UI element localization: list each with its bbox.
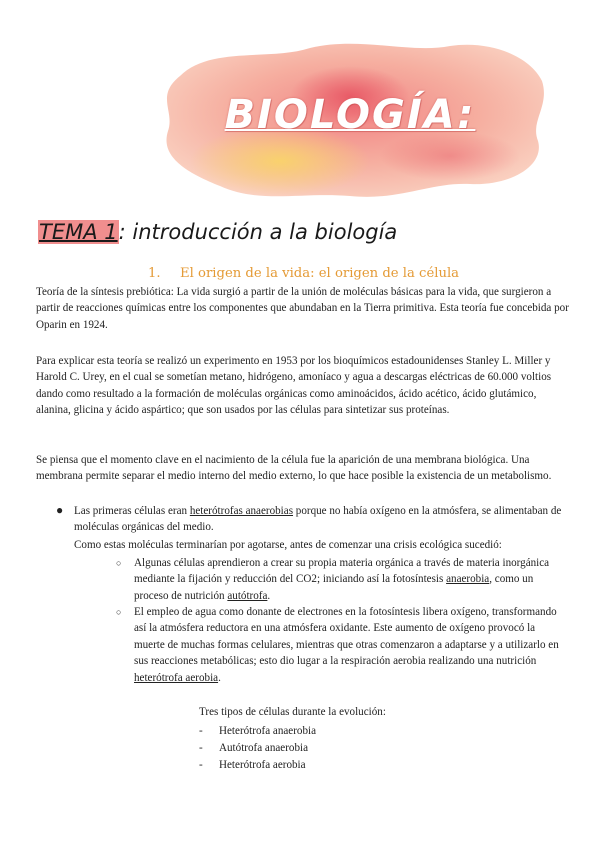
paragraph-prebiotic-theory: Teoría de la síntesis prebiótica: La vida surgió a partir de la unión de moléculas básicas para la vida, que surgieron a partir de reacciones químicas entre los componentes que abundaban en la Tierra primitiva. Esta teoría fue concebida por Oparin en 1924. <box>36 286 569 331</box>
sub-bullet-text: El empleo de agua como donante de electrones en la fotosíntesis libera oxígeno, transformando así la atmósfera reductora en una atmósfera oxidante. Este aumento de oxígeno provocó la muerte de muchas formas celulares, mientras que otras comenzaron a adaptarse y a utilizarlo en sus reacciones metabólicas; esto dio lugar a la respiración aerobia realizando una nutrición heterótrofa aerobia. <box>134 606 559 684</box>
section-title-text: El origen de la vida: el origen de la célula <box>180 266 460 281</box>
bullet-text: Las primeras células eran heterótrofas anaerobias porque no había oxígeno en la atmósfera, se alimentaban de moléculas orgánicas del medio. <box>74 505 562 534</box>
section-number: 1. <box>148 266 161 281</box>
section-title <box>148 266 459 281</box>
sub-bullet-text: Algunas células aprendieron a crear su propia materia orgánica a través de materia inorgánica mediante la fijación y reducción del CO2; iniciando así la fotosíntesis anaerobia, como un proceso de nutrición autótrofa. <box>134 557 550 602</box>
list-item: - Heterótrofa anaerobia <box>199 725 317 737</box>
underlined-term: anaerobia <box>446 573 490 586</box>
cell-types-list <box>199 723 316 773</box>
paragraph-membrane: Se piensa que el momento clave en el nacimiento de la célula fue la aparición de una membrana biológica. Una membrana permite separar el medio interno del medio externo, lo que hace posible la existencia de un metabolismo. <box>36 454 552 483</box>
topic-heading <box>38 220 397 244</box>
banner-title: BIOLOGÍA: <box>224 92 476 138</box>
hollow-circle-icon: ○ <box>116 558 122 568</box>
underlined-term: autótrofa <box>227 589 268 602</box>
hollow-circle-icon: ○ <box>116 607 122 617</box>
list-item: - Heterótrofa aerobia <box>199 758 306 771</box>
bullet-dot-icon: ● <box>56 503 64 517</box>
paragraph-miller-urey: Para explicar esta teoría se realizó un experimento en 1953 por los bioquímicos estadounidenses Stanley L. Miller y Harold C. Urey, en el cual se sometían metano, hidrógeno, amoníaco y agua a descargas eléctricas de 60.000 voltios dando como resultado a la formación de moléculas orgánicas como aminoácidos, ácido acético, ácido glutámico, alanina, glicina y ácido aspártico; que son usados por las células para sintetizar sus proteínas. <box>36 355 552 417</box>
underlined-term: heterótrofas anaerobias <box>189 505 294 517</box>
bullet-continuation: Como estas moléculas terminarían por agotarse, antes de comenzar una crisis ecológica sucedió: <box>74 539 502 551</box>
cell-types-title: Tres tipos de células durante la evolución: <box>199 706 386 718</box>
underlined-term: heterótrofa aerobia <box>134 671 219 684</box>
topic-subtitle: : introducción a la biología <box>118 220 398 244</box>
list-item: - Autótrofa anaerobia <box>199 741 309 754</box>
watercolor-banner <box>150 36 550 206</box>
topic-label: TEMA 1 <box>39 220 118 244</box>
